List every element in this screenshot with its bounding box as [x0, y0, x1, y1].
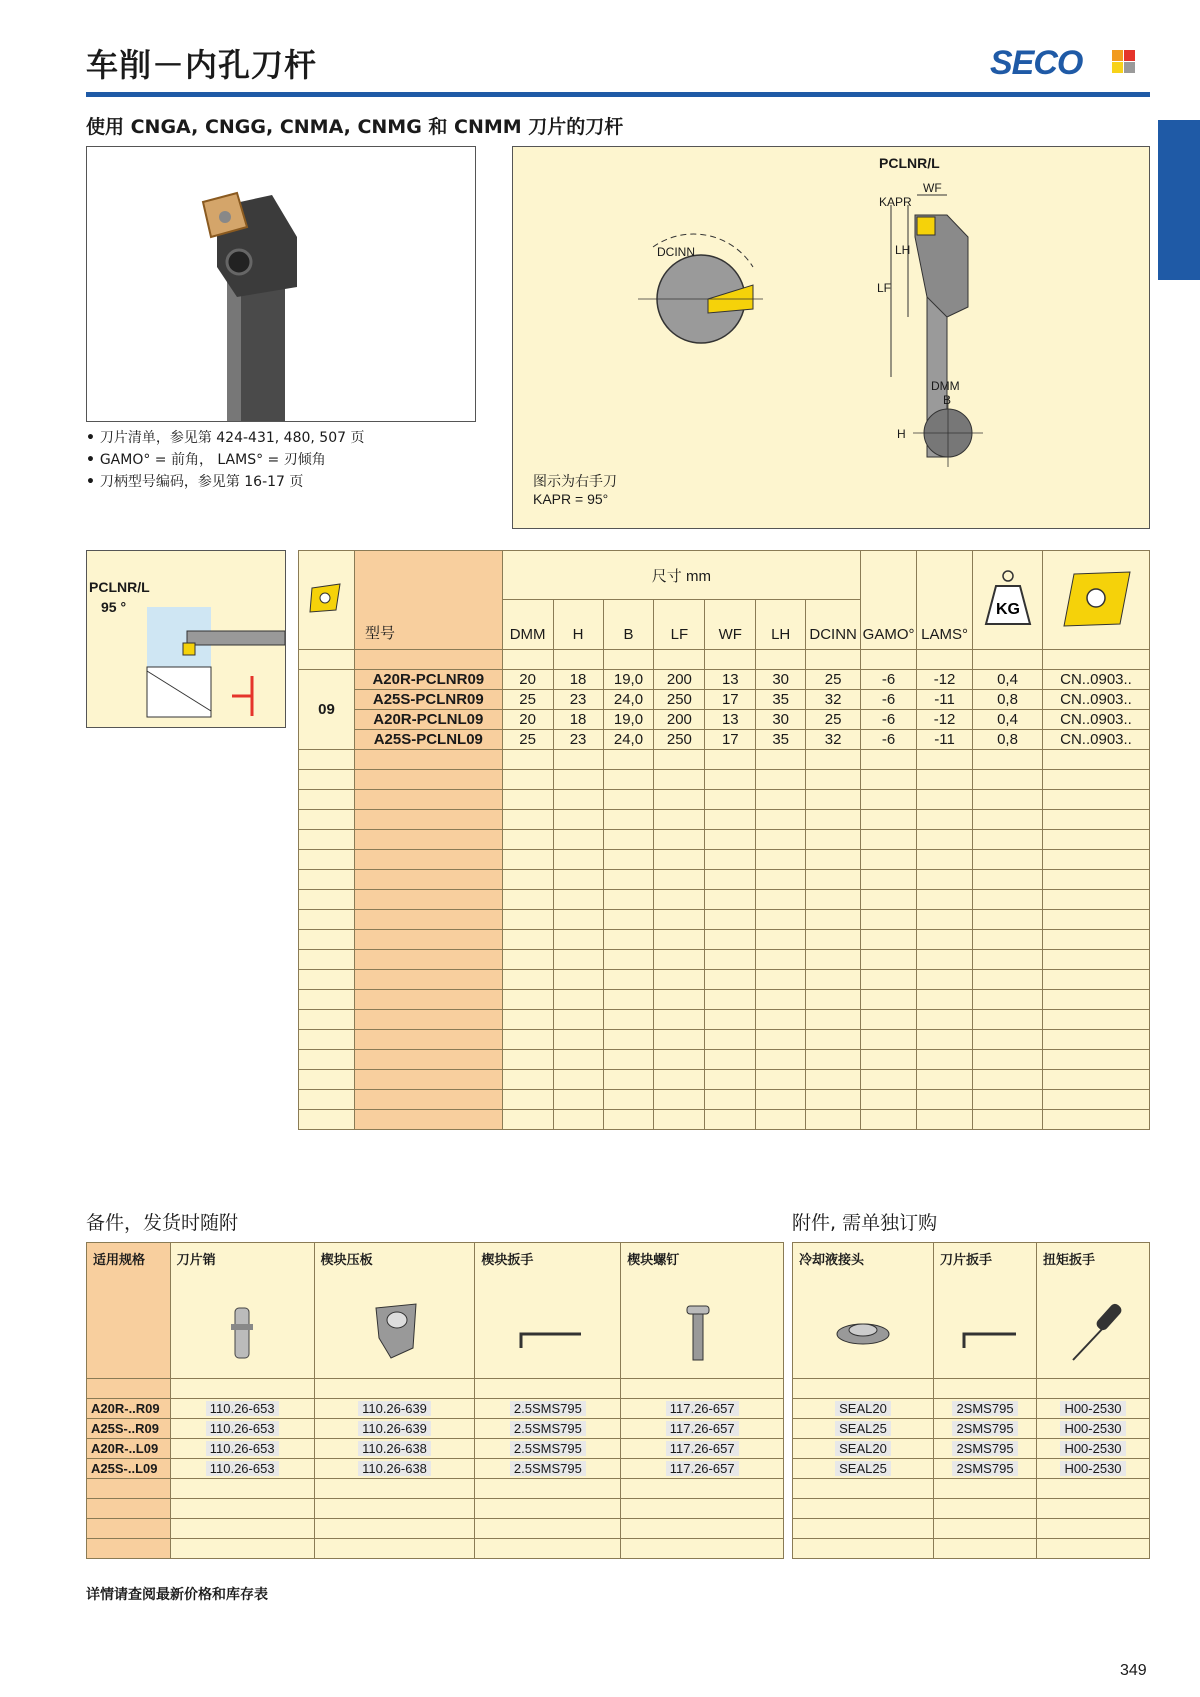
col-b: B: [603, 600, 654, 650]
cell: 200: [654, 670, 705, 690]
empty-row: [299, 770, 1150, 790]
empty-row: [299, 930, 1150, 950]
dims-header: 尺寸 mm: [502, 551, 860, 600]
col-lams: LAMS°: [917, 551, 973, 650]
col-insert-key-label: 刀片扳手: [940, 1252, 993, 1267]
label-lh: LH: [895, 243, 911, 257]
holder-table: [298, 550, 1150, 1130]
cell: 2.5SMS795: [510, 1441, 586, 1456]
table-row: [793, 1439, 1150, 1459]
table-row: [87, 1419, 784, 1439]
cell: -11: [917, 730, 973, 750]
label-wf: WF: [923, 181, 942, 195]
insert-large-icon-cell: [1043, 551, 1150, 650]
table-row: [793, 1459, 1150, 1479]
col-wedge-key: [475, 1243, 621, 1379]
diagram-caption-hand: 图示为右手刀: [533, 473, 617, 489]
empty-row: [299, 750, 1150, 770]
col-coolant: [793, 1243, 934, 1379]
page-number: 349: [1120, 1662, 1147, 1679]
empty-row: [299, 850, 1150, 870]
label-kapr: KAPR: [879, 195, 912, 209]
cell: H00-2530: [1060, 1461, 1125, 1476]
cell: 18: [553, 710, 603, 730]
cell: 20: [502, 670, 553, 690]
col-wedge-screw: [621, 1243, 784, 1379]
cell: 25: [502, 690, 553, 710]
seco-logo: [990, 44, 1082, 83]
col-wf: WF: [705, 600, 756, 650]
model-header: 型号: [354, 551, 502, 650]
logo-text: SECO: [990, 44, 1083, 82]
cell: 20: [502, 710, 553, 730]
cell: A20R-..L09: [87, 1439, 171, 1459]
diagram-caption-kapr: KAPR = 95°: [533, 491, 609, 507]
page-title: 车削－内孔刀杆: [86, 46, 318, 84]
product-photo: [86, 146, 476, 422]
cell: 110.26-653: [206, 1401, 279, 1416]
col-dmm: DMM: [502, 600, 553, 650]
label-dmm: DMM: [931, 379, 960, 393]
table-row: [299, 690, 1150, 710]
cell: CN..0903..: [1043, 710, 1150, 730]
footnote: 详情请查阅最新价格和库存表: [86, 1587, 268, 1603]
accessories-table: [792, 1242, 1150, 1559]
cell: 110.26-653: [206, 1421, 279, 1436]
cell: -12: [917, 710, 973, 730]
cell: -11: [917, 690, 973, 710]
cell: H00-2530: [1060, 1421, 1125, 1436]
col-wedge-screw-label: 楔块螺钉: [627, 1252, 680, 1267]
cell: 23: [553, 690, 603, 710]
side-model-label: PCLNR/L: [89, 579, 150, 595]
empty-row: [299, 830, 1150, 850]
col-insert-key: [934, 1243, 1037, 1379]
side-angle-label: 95 °: [101, 599, 127, 615]
cell: 2.5SMS795: [510, 1401, 586, 1416]
header-rule: [86, 92, 1150, 97]
note-item: • 刀柄型号编码，参见第 16-17 页: [86, 471, 364, 493]
col-torque-wrench-label: 扭矩扳手: [1043, 1252, 1096, 1267]
table-row: [87, 1459, 784, 1479]
col-clamp-label: 楔块压板: [320, 1252, 373, 1267]
cell: -6: [861, 670, 917, 690]
cell: 13: [705, 670, 756, 690]
holder-orientation-box: [86, 550, 286, 728]
cell: 117.26-657: [666, 1441, 739, 1456]
col-pin-label: 刀片销: [176, 1252, 216, 1267]
cell: -6: [861, 690, 917, 710]
cell: 110.26-638: [358, 1441, 431, 1456]
cell: CN..0903..: [1043, 690, 1150, 710]
cell: 32: [806, 730, 861, 750]
cell: 18: [553, 670, 603, 690]
col-spec: 适用规格: [87, 1243, 171, 1379]
cell: 117.26-657: [666, 1421, 739, 1436]
cell: CN..0903..: [1043, 730, 1150, 750]
insert-icon-cell: [299, 551, 355, 650]
cell: 17: [705, 690, 756, 710]
model-cell: A25S-PCLNR09: [354, 690, 502, 710]
cell: 2.5SMS795: [510, 1461, 586, 1476]
model-cell: A25S-PCLNL09: [354, 730, 502, 750]
table-row: [793, 1399, 1150, 1419]
cell: 13: [705, 710, 756, 730]
col-wedge-key-label: 楔块扳手: [481, 1252, 534, 1267]
table-row: [87, 1399, 784, 1419]
cell: H00-2530: [1060, 1441, 1125, 1456]
cell: -12: [917, 670, 973, 690]
cell: 0,8: [973, 690, 1043, 710]
notes-list: [86, 427, 364, 493]
table-row: [299, 710, 1150, 730]
cell: 117.26-657: [666, 1461, 739, 1476]
cell: 110.26-653: [206, 1441, 279, 1456]
empty-row: [299, 970, 1150, 990]
spares-heading: 备件，发货时随附: [86, 1212, 239, 1234]
cell: 25: [806, 670, 861, 690]
model-cell: A20R-PCLNR09: [354, 670, 502, 690]
cell: 2.5SMS795: [510, 1421, 586, 1436]
empty-row: [299, 1090, 1150, 1110]
cell: A25S-..R09: [87, 1419, 171, 1439]
cell: 110.26-639: [358, 1421, 431, 1436]
cell: 2SMS795: [952, 1421, 1017, 1436]
cell: 0,4: [973, 710, 1043, 730]
col-h: H: [553, 600, 603, 650]
cell: -6: [861, 710, 917, 730]
note-item: • 刀片清单，参见第 424-431, 480, 507 页: [86, 427, 364, 449]
cell: CN..0903..: [1043, 670, 1150, 690]
technical-diagram: [512, 146, 1150, 529]
cell: 23: [553, 730, 603, 750]
cell: 0,8: [973, 730, 1043, 750]
cell: SEAL20: [835, 1401, 891, 1416]
cell: 25: [502, 730, 553, 750]
cell: 35: [756, 690, 806, 710]
cell: 30: [756, 710, 806, 730]
cell: 30: [756, 670, 806, 690]
empty-row: [299, 990, 1150, 1010]
table-row: [87, 1439, 784, 1459]
col-torque-wrench: [1037, 1243, 1150, 1379]
cell: 110.26-639: [358, 1401, 431, 1416]
table-row: [299, 670, 1150, 690]
col-dcinn: DCINN: [806, 600, 861, 650]
cell: 17: [705, 730, 756, 750]
col-gamo: GAMO°: [861, 551, 917, 650]
cell: 250: [654, 730, 705, 750]
cell: 32: [806, 690, 861, 710]
kg-label: KG: [995, 601, 1020, 618]
empty-row: [299, 790, 1150, 810]
model-cell: A20R-PCLNL09: [354, 710, 502, 730]
col-clamp: [314, 1243, 475, 1379]
cell: SEAL25: [835, 1421, 891, 1436]
cell: H00-2530: [1060, 1401, 1125, 1416]
page-subtitle: 使用 CNGA, CNGG, CNMA, CNMG 和 CNMM 刀片的刀杆: [86, 116, 624, 138]
col-lf: LF: [654, 600, 705, 650]
cell: 117.26-657: [666, 1401, 739, 1416]
col-pin: [170, 1243, 314, 1379]
empty-row: [299, 910, 1150, 930]
cell: SEAL25: [835, 1461, 891, 1476]
empty-row: [299, 950, 1150, 970]
cell: 110.26-653: [206, 1461, 279, 1476]
label-lf: LF: [877, 281, 892, 295]
label-h: H: [897, 427, 906, 441]
col-lh: LH: [756, 600, 806, 650]
empty-row: [299, 870, 1150, 890]
table-row: [299, 730, 1150, 750]
cell: 25: [806, 710, 861, 730]
size-group: 09: [299, 670, 355, 750]
cell: 250: [654, 690, 705, 710]
note-item: • GAMO° = 前角， LAMS° = 刃倾角: [86, 449, 364, 471]
table-row: [793, 1419, 1150, 1439]
cell: A20R-..R09: [87, 1399, 171, 1419]
cell: 19,0: [603, 710, 654, 730]
cell: 2SMS795: [952, 1441, 1017, 1456]
cell: A25S-..L09: [87, 1459, 171, 1479]
label-b: B: [943, 393, 952, 407]
empty-row: [299, 890, 1150, 910]
cell: 24,0: [603, 730, 654, 750]
cell: 200: [654, 710, 705, 730]
spares-table: [86, 1242, 784, 1559]
weight-icon-cell: [973, 551, 1043, 650]
diagram-model-label: PCLNR/L: [879, 155, 940, 171]
cell: -6: [861, 730, 917, 750]
empty-row: [299, 1110, 1150, 1130]
section-tab: [1158, 120, 1200, 280]
label-dcinn: DCINN: [657, 245, 695, 259]
empty-row: [299, 1070, 1150, 1090]
cell: 19,0: [603, 670, 654, 690]
cell: 2SMS795: [952, 1401, 1017, 1416]
empty-row: [299, 1030, 1150, 1050]
accessories-heading: 附件, 需单独订购: [792, 1212, 938, 1234]
cell: 0,4: [973, 670, 1043, 690]
cell: SEAL20: [835, 1441, 891, 1456]
empty-row: [299, 1050, 1150, 1070]
cell: 24,0: [603, 690, 654, 710]
cell: 35: [756, 730, 806, 750]
cell: 110.26-638: [358, 1461, 431, 1476]
cell: 2SMS795: [952, 1461, 1017, 1476]
empty-row: [299, 810, 1150, 830]
empty-row: [299, 1010, 1150, 1030]
col-coolant-label: 冷却液接头: [799, 1252, 865, 1267]
